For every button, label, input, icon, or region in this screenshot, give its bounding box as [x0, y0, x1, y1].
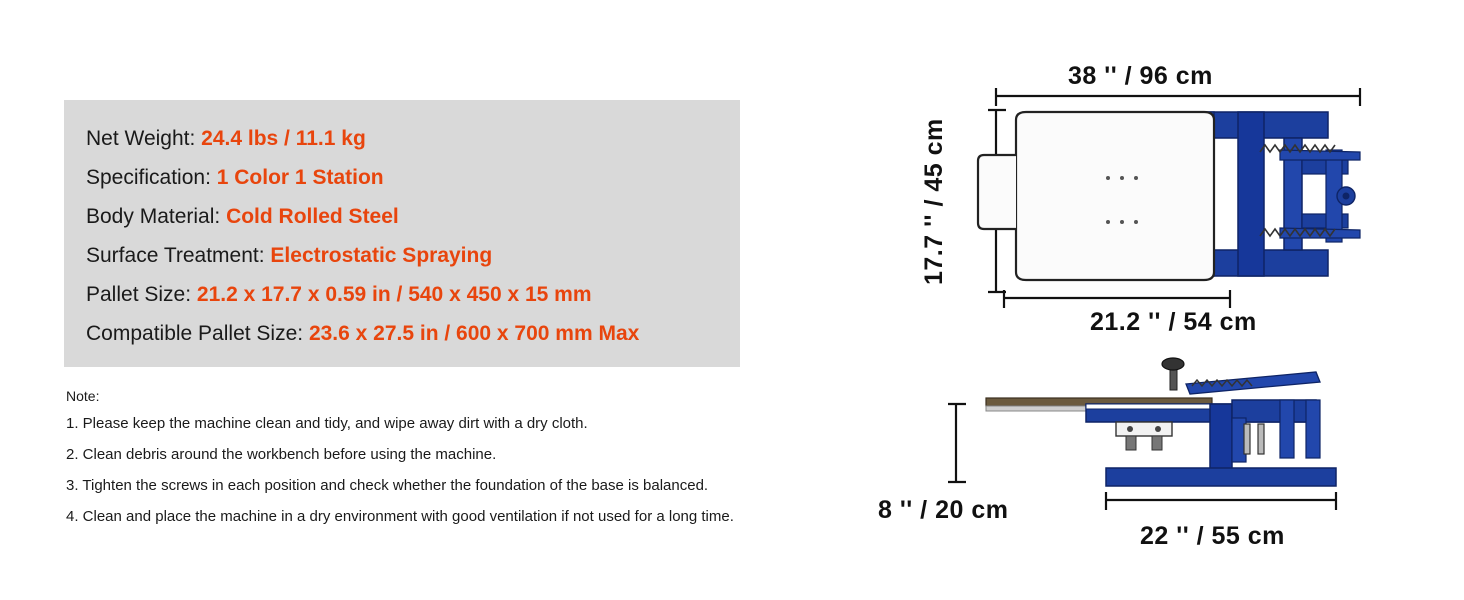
top-view-pallet — [978, 112, 1214, 280]
notes-section — [66, 388, 826, 539]
spec-row-compatible-pallet-size — [86, 323, 740, 344]
spec-value-pallet-size: 21.2 x 17.7 x 0.59 in / 540 x 450 x 15 mm — [196, 283, 592, 306]
spec-label-specification: Specification: — [86, 166, 217, 189]
note-line-4: 4. Clean and place the machine in a dry environment with good ventilation if not used for a long time. — [66, 508, 734, 525]
spec-value-compatible-pallet-size: 23.6 x 27.5 in / 600 x 700 mm Max — [308, 322, 640, 345]
top-view-frame — [1192, 112, 1360, 276]
side-view-machine — [986, 358, 1336, 486]
base-width-dimension-line — [1106, 492, 1336, 510]
spec-label-pallet-size: Pallet Size: — [86, 283, 197, 306]
spec-row-specification — [86, 167, 740, 188]
side-height-dimension-line — [948, 404, 966, 482]
spec-label-net-weight: Net Weight: — [86, 127, 202, 150]
dimension-top-height: 17.7 '' / 45 cm — [920, 118, 948, 285]
dimension-pallet-width: 21.2 '' / 54 cm — [1090, 308, 1257, 336]
spec-row-pallet-size — [86, 284, 740, 305]
dimension-base-width: 22 '' / 55 cm — [1140, 522, 1285, 550]
spec-value-body-material: Cold Rolled Steel — [226, 205, 399, 228]
spec-row-surface-treatment — [86, 245, 740, 266]
note-line-1: 1. Please keep the machine clean and tidy, and wipe away dirt with a dry cloth. — [66, 415, 588, 432]
dimension-top-width: 38 '' / 96 cm — [1068, 62, 1213, 90]
spec-label-compatible-pallet-size: Compatible Pallet Size: — [86, 322, 309, 345]
spec-value-net-weight: 24.4 lbs / 11.1 kg — [201, 127, 366, 150]
spec-value-specification: 1 Color 1 Station — [216, 166, 384, 189]
note-line-3: 3. Tighten the screws in each position and check whether the foundation of the base is balanced. — [66, 477, 709, 494]
spec-label-surface-treatment: Surface Treatment: — [86, 244, 271, 267]
specification-panel — [64, 100, 740, 367]
spec-label-body-material: Body Material: — [86, 205, 227, 228]
notes-title: Note: — [66, 388, 100, 404]
note-line-2: 2. Clean debris around the workbench before using the machine. — [66, 446, 497, 463]
spec-row-net-weight — [86, 128, 740, 149]
spec-row-body-material — [86, 206, 740, 227]
dimension-diagram — [840, 0, 1464, 600]
pallet-width-dimension-line — [1004, 290, 1230, 308]
spec-value-surface-treatment: Electrostatic Spraying — [270, 244, 493, 267]
dimension-side-height: 8 '' / 20 cm — [878, 496, 1009, 524]
